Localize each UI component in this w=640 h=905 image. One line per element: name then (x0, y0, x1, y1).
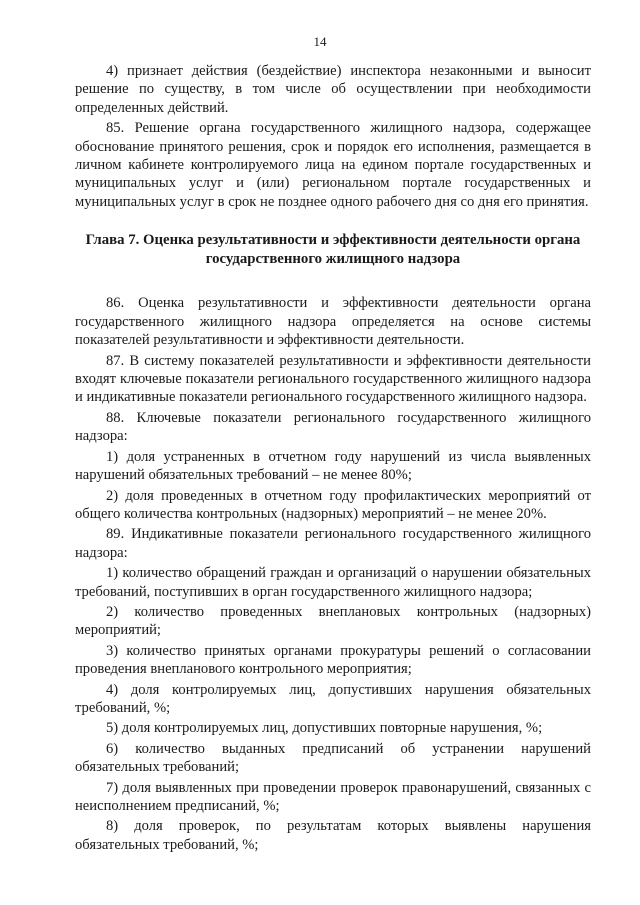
key-indicator-2: 2) доля проведенных в отчетном году профилактических мероприятий от общего количества контрольных (надзорных) мероприятий – не менее 20%. (75, 487, 591, 522)
paragraph-89: 89. Индикативные показатели регионального государственного жилищного надзора: (75, 526, 591, 561)
paragraph-88: 88. Ключевые показатели регионального государственного жилищного надзора: (75, 409, 591, 445)
indicative-indicator-7: 7) доля выявленных при проведении проверок правонарушений, связанных с неисполнением предписаний, %; (75, 779, 591, 814)
indicative-indicator-1: 1) количество обращений граждан и организаций о нарушении обязательных требований, поступивших в орган государственного жилищного надзора; (75, 565, 591, 600)
indicative-indicator-2: 2) количество проведенных внеплановых контрольных (надзорных) мероприятий; (75, 603, 591, 639)
paragraph-86: 86. Оценка результативности и эффективности деятельности органа государственного жилищного надзора определяется на основе системы показателей результативности и эффективности деятельности. (75, 295, 591, 349)
key-indicator-1: 1) доля устраненных в отчетном году нарушений из числа выявленных нарушений обязательных требований – не менее 80%; (75, 448, 591, 484)
indicative-indicator-8: 8) доля проверок, по результатам которых выявлены нарушения обязательных требований, %; (75, 818, 591, 853)
document-body (75, 62, 591, 854)
paragraph-87: 87. В систему показателей результативности и эффективности деятельности входят ключевые показатели регионального государственного жилищного надзора и индикативные показатели регионального государственного жилищного надзора. (75, 352, 591, 406)
paragraph-item-4: 4) признает действия (бездействие) инспектора незаконными и выносит решение по существу, в том числе об осуществлении при необходимости определенных действий. (75, 63, 591, 116)
chapter-heading: Глава 7. Оценка результативности и эффективности деятельности органа государственного жилищного надзора (85, 232, 581, 267)
page-number: 14 (313, 34, 327, 49)
paragraph-85: 85. Решение органа государственного жилищного надзора, содержащее обоснование принятого решения, срок и порядок его исполнения, размещается в личном кабинете контролируемого лица на едином портале государственных и муниципальных услуг и (или) региональном портале государственных и муниципальных услуг в срок не позднее одного рабочего дня со дня его принятия. (75, 120, 591, 210)
indicative-indicator-6: 6) количество выданных предписаний об устранении нарушений обязательных требований; (75, 740, 591, 776)
indicative-indicator-3: 3) количество принятых органами прокуратуры решений о согласовании проведения внепланового контрольного мероприятия; (75, 642, 591, 678)
indicative-indicator-4: 4) доля контролируемых лиц, допустивших нарушения обязательных требований, %; (75, 681, 591, 716)
indicative-indicator-5: 5) доля контролируемых лиц, допустивших повторные нарушения, %; (106, 720, 543, 737)
